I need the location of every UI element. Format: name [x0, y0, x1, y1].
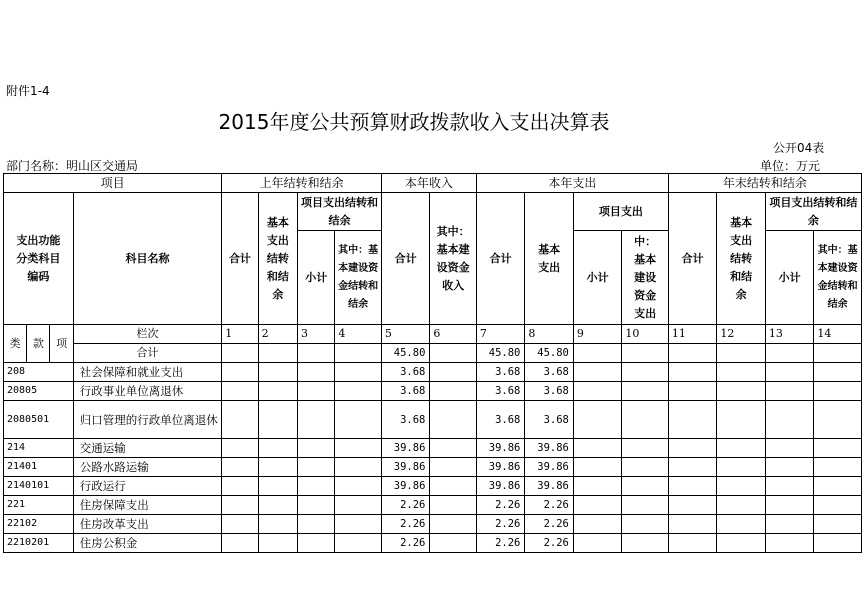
value-cell: [668, 363, 717, 382]
function-code: 2140101: [4, 477, 74, 496]
value-cell: [814, 401, 862, 439]
value-cell: [430, 382, 476, 401]
value-cell: [717, 458, 766, 477]
item-name: 行政事业单位离退休: [73, 382, 222, 401]
value-cell: [335, 534, 381, 553]
form-number: 公开04表: [773, 141, 825, 155]
item-name: 住房保障支出: [73, 496, 222, 515]
value-cell: [430, 458, 476, 477]
value-cell: [814, 534, 862, 553]
function-code: 2080501: [4, 401, 74, 439]
value-cell: [258, 363, 297, 382]
total-cell: [814, 344, 862, 363]
col-number: 7: [476, 325, 525, 344]
value-cell: [717, 477, 766, 496]
value-cell: [298, 496, 335, 515]
value-cell: [573, 363, 622, 382]
value-cell: [573, 439, 622, 458]
total-cell: 45.80: [476, 344, 525, 363]
value-cell: 2.26: [476, 515, 525, 534]
value-cell: [765, 515, 814, 534]
value-cell: 2.26: [525, 515, 574, 534]
function-code: 21401: [4, 458, 74, 477]
exp-total-header: 合计: [476, 193, 525, 325]
prev-basic-header: 基本支出结转和结余: [258, 193, 297, 325]
class-kuan-label: 款: [27, 325, 50, 363]
value-cell: [765, 458, 814, 477]
income-construction-header: 其中：基本建设资金收入: [430, 193, 476, 325]
value-cell: [765, 401, 814, 439]
function-code: 20805: [4, 382, 74, 401]
value-cell: [573, 458, 622, 477]
value-cell: [298, 382, 335, 401]
table-row: [4, 401, 862, 439]
value-cell: 2.26: [525, 496, 574, 515]
value-cell: [222, 515, 258, 534]
value-cell: 3.68: [381, 382, 430, 401]
function-code: 22102: [4, 515, 74, 534]
value-cell: 3.68: [381, 363, 430, 382]
attachment-label: 附件1-4: [6, 84, 50, 98]
col-number: 10: [622, 325, 668, 344]
value-cell: [430, 515, 476, 534]
value-cell: [717, 363, 766, 382]
total-cell: [298, 344, 335, 363]
header-row-groups: [4, 174, 862, 193]
total-cell: [335, 344, 381, 363]
value-cell: 2.26: [381, 496, 430, 515]
total-cell: 45.80: [525, 344, 574, 363]
group-end-carry: 年末结转和结余: [668, 174, 861, 193]
value-cell: [335, 477, 381, 496]
value-cell: 39.86: [476, 477, 525, 496]
col-number: 3: [298, 325, 335, 344]
value-cell: [298, 534, 335, 553]
value-cell: [430, 439, 476, 458]
value-cell: [765, 496, 814, 515]
col-number: 6: [430, 325, 476, 344]
value-cell: [765, 477, 814, 496]
col-number: 4: [335, 325, 381, 344]
value-cell: [258, 382, 297, 401]
value-cell: [573, 496, 622, 515]
col-number: 12: [717, 325, 766, 344]
value-cell: [258, 477, 297, 496]
value-cell: [335, 363, 381, 382]
value-cell: [335, 382, 381, 401]
value-cell: [430, 496, 476, 515]
prev-total-header: 合计: [222, 193, 258, 325]
unit-label: 单位：万元: [760, 159, 821, 173]
value-cell: [622, 496, 668, 515]
value-cell: 3.68: [381, 401, 430, 439]
value-cell: [668, 477, 717, 496]
value-cell: [814, 382, 862, 401]
value-cell: 39.86: [381, 458, 430, 477]
value-cell: [573, 401, 622, 439]
value-cell: [430, 534, 476, 553]
value-cell: 39.86: [381, 477, 430, 496]
value-cell: [814, 458, 862, 477]
item-name: 归口管理的行政单位离退休: [73, 401, 222, 439]
value-cell: 39.86: [476, 458, 525, 477]
table-row: [4, 382, 862, 401]
value-cell: [222, 439, 258, 458]
value-cell: [298, 477, 335, 496]
value-cell: [717, 382, 766, 401]
value-cell: [622, 401, 668, 439]
value-cell: [622, 382, 668, 401]
value-cell: [222, 534, 258, 553]
value-cell: [668, 401, 717, 439]
end-construction-header: 其中：基本建设资金结转和结余: [814, 231, 862, 325]
total-cell: [717, 344, 766, 363]
total-label: 合计: [73, 344, 222, 363]
value-cell: [222, 382, 258, 401]
exp-project-header: 项目支出: [573, 193, 668, 231]
value-cell: 2.26: [525, 534, 574, 553]
value-cell: [335, 401, 381, 439]
item-name-header: 科目名称: [73, 193, 222, 325]
exp-subtotal-header: 小计: [573, 231, 622, 325]
value-cell: [668, 496, 717, 515]
value-cell: [298, 458, 335, 477]
exp-basic-header: 基本支出: [525, 193, 574, 325]
value-cell: [717, 401, 766, 439]
total-cell: [222, 344, 258, 363]
table-row: [4, 477, 862, 496]
department-name: 部门名称：明山区交通局: [6, 159, 139, 173]
total-cell: [668, 344, 717, 363]
exp-construction-header: 中：基本建设资金支出: [622, 231, 668, 325]
function-code: 214: [4, 439, 74, 458]
value-cell: [335, 458, 381, 477]
value-cell: [258, 439, 297, 458]
value-cell: [298, 515, 335, 534]
value-cell: [765, 534, 814, 553]
value-cell: 39.86: [381, 439, 430, 458]
value-cell: [222, 401, 258, 439]
prev-subtotal-header: 小计: [298, 231, 335, 325]
value-cell: [622, 439, 668, 458]
value-cell: [814, 496, 862, 515]
value-cell: 2.26: [476, 534, 525, 553]
value-cell: [814, 515, 862, 534]
value-cell: [717, 534, 766, 553]
end-subtotal-header: 小计: [765, 231, 814, 325]
value-cell: [298, 401, 335, 439]
col-number: 5: [381, 325, 430, 344]
value-cell: [668, 515, 717, 534]
table-row: [4, 458, 862, 477]
value-cell: 39.86: [525, 458, 574, 477]
value-cell: 39.86: [525, 439, 574, 458]
col-number: 2: [258, 325, 297, 344]
value-cell: [258, 496, 297, 515]
total-cell: 45.80: [381, 344, 430, 363]
group-income: 本年收入: [381, 174, 476, 193]
value-cell: [430, 477, 476, 496]
value-cell: [222, 458, 258, 477]
item-name: 交通运输: [73, 439, 222, 458]
total-cell: [622, 344, 668, 363]
table-row: [4, 496, 862, 515]
income-total-header: 合计: [381, 193, 430, 325]
value-cell: 3.68: [476, 363, 525, 382]
table-row: [4, 363, 862, 382]
value-cell: [717, 439, 766, 458]
value-cell: [430, 363, 476, 382]
group-prev-carry: 上年结转和结余: [222, 174, 382, 193]
value-cell: [573, 515, 622, 534]
value-cell: [258, 458, 297, 477]
value-cell: 3.68: [525, 401, 574, 439]
value-cell: [668, 534, 717, 553]
item-name: 公路水路运输: [73, 458, 222, 477]
value-cell: 39.86: [525, 477, 574, 496]
function-code: 221: [4, 496, 74, 515]
class-xiang-label: 项: [50, 325, 73, 363]
table-row: [4, 515, 862, 534]
item-name: 住房改革支出: [73, 515, 222, 534]
value-cell: [222, 363, 258, 382]
value-cell: [222, 477, 258, 496]
value-cell: [258, 515, 297, 534]
value-cell: 3.68: [476, 382, 525, 401]
value-cell: [622, 534, 668, 553]
value-cell: 2.26: [381, 534, 430, 553]
table-row: [4, 439, 862, 458]
value-cell: [814, 477, 862, 496]
func-code-header: 支出功能分类科目编码: [4, 193, 74, 325]
column-number-row: [4, 325, 862, 344]
end-project-header: 项目支出结转和结余: [765, 193, 861, 231]
value-cell: [622, 515, 668, 534]
total-cell: [573, 344, 622, 363]
function-code: 208: [4, 363, 74, 382]
total-cell: [430, 344, 476, 363]
column-order-label: 栏次: [73, 325, 222, 344]
value-cell: [622, 458, 668, 477]
col-number: 14: [814, 325, 862, 344]
group-expense: 本年支出: [476, 174, 668, 193]
page-title: 2015年度公共预算财政拨款收入支出决算表: [218, 110, 610, 134]
budget-table: [3, 173, 862, 553]
value-cell: 3.68: [525, 382, 574, 401]
value-cell: [573, 534, 622, 553]
value-cell: [430, 401, 476, 439]
total-cell: [258, 344, 297, 363]
value-cell: [668, 458, 717, 477]
value-cell: [814, 363, 862, 382]
value-cell: [814, 439, 862, 458]
end-total-header: 合计: [668, 193, 717, 325]
value-cell: [298, 439, 335, 458]
value-cell: [622, 363, 668, 382]
total-row: [4, 344, 862, 363]
value-cell: [335, 515, 381, 534]
value-cell: [258, 401, 297, 439]
value-cell: [765, 382, 814, 401]
value-cell: [765, 439, 814, 458]
value-cell: [258, 534, 297, 553]
value-cell: 2.26: [381, 515, 430, 534]
value-cell: [573, 382, 622, 401]
total-cell: [765, 344, 814, 363]
value-cell: 3.68: [525, 363, 574, 382]
header-row-sub: [4, 193, 862, 231]
item-name: 社会保障和就业支出: [73, 363, 222, 382]
item-name: 行政运行: [73, 477, 222, 496]
group-project: 项目: [4, 174, 222, 193]
function-code: 2210201: [4, 534, 74, 553]
value-cell: [668, 439, 717, 458]
col-number: 8: [525, 325, 574, 344]
end-basic-header: 基本支出结转和结余: [717, 193, 766, 325]
class-lei-label: 类: [4, 325, 27, 363]
value-cell: [668, 382, 717, 401]
value-cell: [298, 363, 335, 382]
value-cell: [335, 439, 381, 458]
col-number: 13: [765, 325, 814, 344]
col-number: 1: [222, 325, 258, 344]
value-cell: [222, 496, 258, 515]
col-number: 9: [573, 325, 622, 344]
value-cell: [573, 477, 622, 496]
value-cell: [622, 477, 668, 496]
value-cell: 2.26: [476, 496, 525, 515]
col-number: 11: [668, 325, 717, 344]
table-row: [4, 534, 862, 553]
value-cell: [717, 515, 766, 534]
prev-construction-header: 其中：基本建设资金结转和结余: [335, 231, 381, 325]
prev-project-header: 项目支出结转和结余: [298, 193, 382, 231]
value-cell: [765, 363, 814, 382]
value-cell: 3.68: [476, 401, 525, 439]
value-cell: [335, 496, 381, 515]
value-cell: [717, 496, 766, 515]
item-name: 住房公积金: [73, 534, 222, 553]
value-cell: 39.86: [476, 439, 525, 458]
